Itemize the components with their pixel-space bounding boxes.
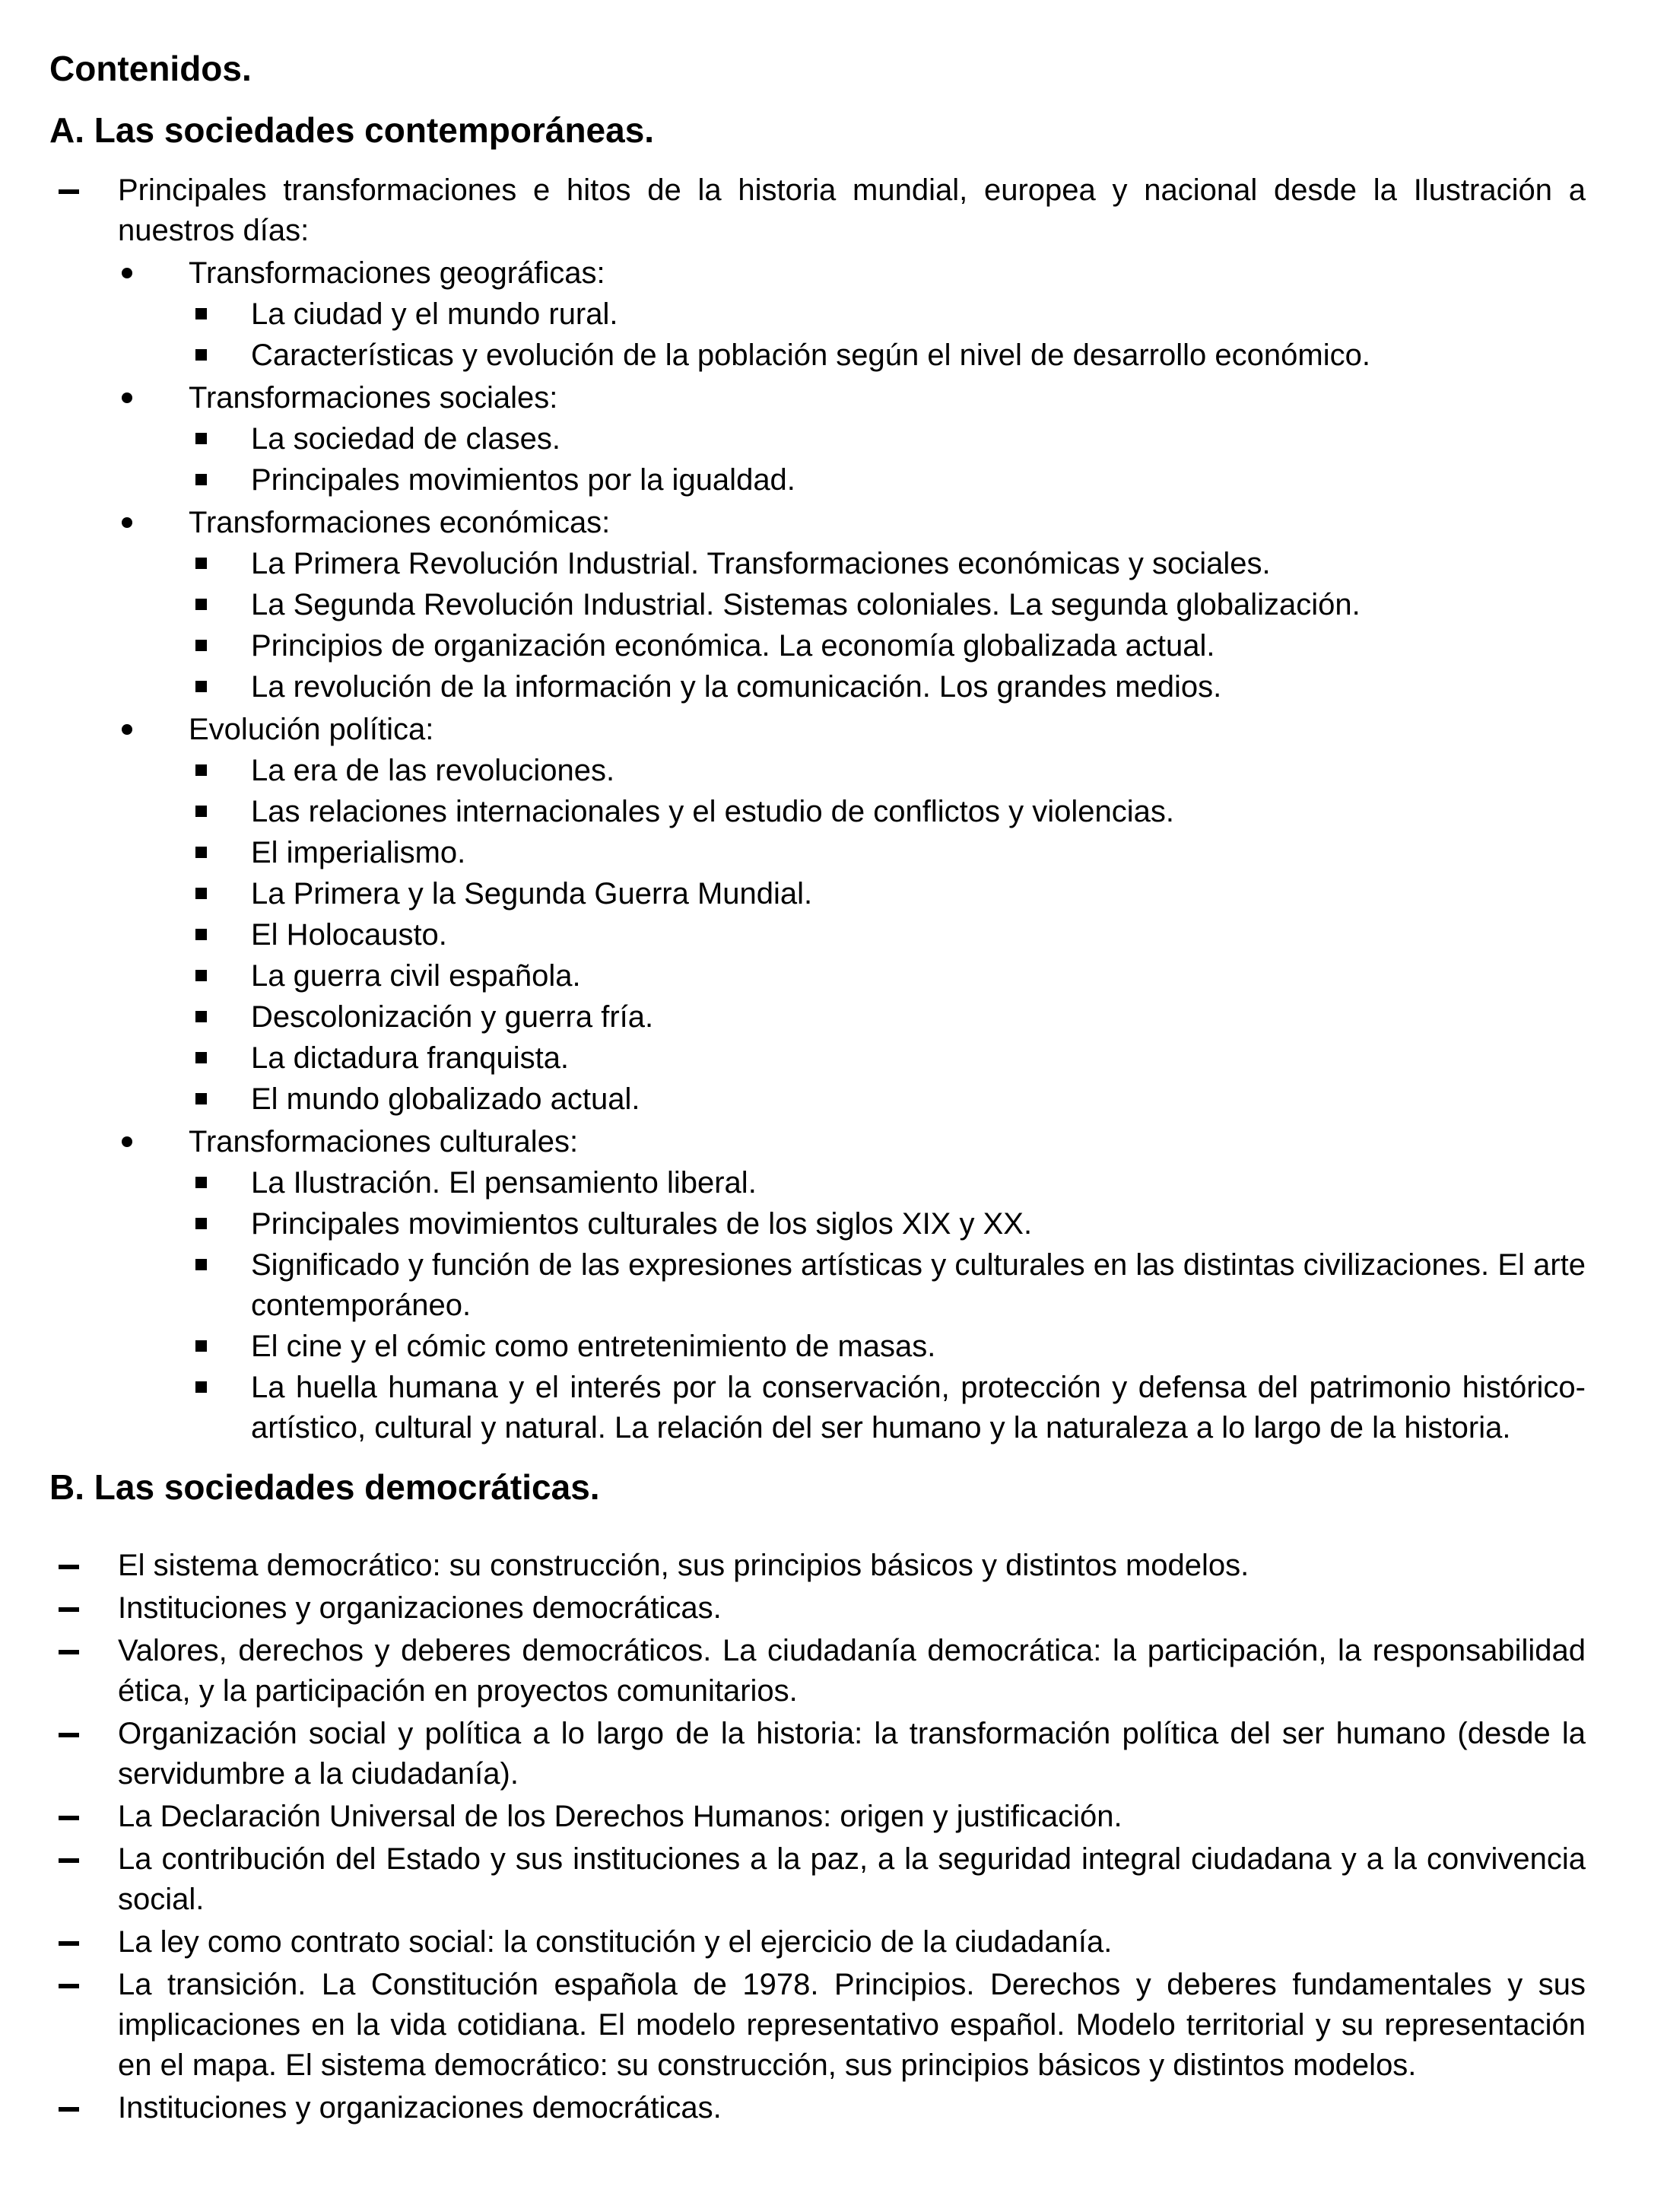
dash-marker-icon xyxy=(59,1941,79,1946)
list-item xyxy=(49,544,1586,584)
square-marker-icon xyxy=(195,681,207,692)
dash-marker-icon xyxy=(59,1816,79,1820)
square-marker-icon xyxy=(195,474,207,485)
bullet-marker-icon xyxy=(122,393,132,403)
list-item xyxy=(49,1546,1586,1586)
list-item-text: El sistema democrático: su construcción, sus principios básicos y distintos modelos. xyxy=(118,1549,1249,1582)
list-item xyxy=(49,1588,1586,1629)
dash-marker-icon xyxy=(59,189,79,194)
list-item-text: Instituciones y organizaciones democráticas. xyxy=(118,1591,722,1625)
list-item xyxy=(49,751,1586,791)
list-item-text: Instituciones y organizaciones democráticas. xyxy=(118,2091,722,2125)
list-item xyxy=(49,170,1586,251)
square-marker-icon xyxy=(195,640,207,651)
list-item-text: Principales movimientos por la igualdad. xyxy=(251,463,795,497)
list-item-text: Transformaciones económicas: xyxy=(189,506,611,539)
list-item-text: El Holocausto. xyxy=(251,918,447,952)
section-a-item-list xyxy=(49,170,1586,1448)
list-item xyxy=(49,1245,1586,1326)
list-item-text: La Primera y la Segunda Guerra Mundial. xyxy=(251,877,813,911)
dash-marker-icon xyxy=(59,1607,79,1612)
bullet-marker-icon xyxy=(122,1136,132,1147)
list-item-text: La Segunda Revolución Industrial. Sistemas coloniales. La segunda globalización. xyxy=(251,588,1361,621)
square-marker-icon xyxy=(195,1340,207,1352)
list-item-text: Principales movimientos culturales de los siglos XIX y XX. xyxy=(251,1207,1033,1241)
square-marker-icon xyxy=(195,764,207,776)
square-marker-icon xyxy=(195,1381,207,1393)
list-item-text: La Declaración Universal de los Derechos Humanos: origen y justificación. xyxy=(118,1800,1122,1833)
list-item-text: Transformaciones culturales: xyxy=(189,1125,579,1158)
list-item xyxy=(49,1714,1586,1794)
list-item-text: El imperialismo. xyxy=(251,836,466,869)
bullet-marker-icon xyxy=(122,724,132,735)
list-item xyxy=(49,2088,1586,2128)
square-marker-icon xyxy=(195,599,207,610)
list-item-text: La ley como contrato social: la constitución y el ejercicio de la ciudadanía. xyxy=(118,1925,1113,1959)
list-item-text: Principios de organización económica. La economía globalizada actual. xyxy=(251,629,1215,663)
list-item-text: Principales transformaciones e hitos de la historia mundial, europea y nacional desde la Ilustración a nuestros días: xyxy=(118,173,1586,247)
bullet-marker-icon xyxy=(122,517,132,528)
list-item-text: La huella humana y el interés por la conservación, protección y defensa del patrimonio histórico-artístico, cultural y natural. La relación del ser humano y la naturaleza a lo largo de la historia. xyxy=(251,1371,1586,1444)
list-item-text: La Ilustración. El pensamiento liberal. xyxy=(251,1166,757,1200)
list-item xyxy=(49,956,1586,996)
list-item-text: La Primera Revolución Industrial. Transformaciones económicas y sociales. xyxy=(251,547,1271,580)
list-item xyxy=(49,585,1586,625)
list-item xyxy=(49,419,1586,459)
square-marker-icon xyxy=(195,1218,207,1229)
list-item xyxy=(49,833,1586,873)
list-item xyxy=(49,378,1586,418)
section-b-item-list xyxy=(49,1546,1586,2128)
dash-marker-icon xyxy=(59,1565,79,1569)
list-item xyxy=(49,997,1586,1038)
square-marker-icon xyxy=(195,1177,207,1188)
list-item-text: La contribución del Estado y sus instituciones a la paz, a la seguridad integral ciudadana y a la convivencia social. xyxy=(118,1842,1586,1916)
page-title: Contenidos. xyxy=(49,49,252,88)
list-item xyxy=(49,626,1586,666)
list-item xyxy=(49,253,1586,294)
list-item-text: La ciudad y el mundo rural. xyxy=(251,297,618,331)
square-marker-icon xyxy=(195,806,207,817)
list-item xyxy=(49,1631,1586,1711)
list-item xyxy=(49,1922,1586,1963)
list-item-text: La transición. La Constitución española de 1978. Principios. Derechos y deberes fundamentales y sus implicaciones en la vida cotidiana. El modelo representativo español. Modelo territorial y su representación en el mapa. El sistema democrático: su construcción, sus principios básicos y distintos modelos. xyxy=(118,1968,1586,2082)
square-marker-icon xyxy=(195,929,207,940)
list-item-text: La era de las revoluciones. xyxy=(251,754,615,787)
list-item xyxy=(49,792,1586,832)
list-item xyxy=(49,1797,1586,1837)
list-item-text: La revolución de la información y la comunicación. Los grandes medios. xyxy=(251,670,1222,704)
list-item-text: Las relaciones internacionales y el estudio de conflictos y violencias. xyxy=(251,795,1175,828)
list-item xyxy=(49,503,1586,543)
list-item xyxy=(49,1368,1586,1448)
list-item-text: Organización social y política a lo largo de la historia: la transformación política del ser humano (desde la servidumbre a la ciudadanía). xyxy=(118,1717,1586,1791)
square-marker-icon xyxy=(195,970,207,981)
list-item-text: Evolución política: xyxy=(189,713,434,746)
list-item-text: El cine y el cómic como entretenimiento de masas. xyxy=(251,1330,936,1363)
list-item-text: Significado y función de las expresiones artísticas y culturales en las distintas civilizaciones. El arte contemporáneo. xyxy=(251,1248,1586,1322)
list-item-text: La guerra civil española. xyxy=(251,959,581,993)
dash-marker-icon xyxy=(59,1650,79,1654)
section-contemporary-societies xyxy=(49,110,1586,1448)
square-marker-icon xyxy=(195,1259,207,1270)
list-item xyxy=(49,1122,1586,1162)
list-item-text: La dictadura franquista. xyxy=(251,1041,570,1075)
square-marker-icon xyxy=(195,349,207,361)
section-democratic-societies xyxy=(49,1467,1586,2128)
dash-marker-icon xyxy=(59,1858,79,1863)
list-item-text: Transformaciones sociales: xyxy=(189,381,558,415)
square-marker-icon xyxy=(195,558,207,569)
dash-marker-icon xyxy=(59,2107,79,2112)
list-item-text: Características y evolución de la población según el nivel de desarrollo económico. xyxy=(251,338,1370,372)
square-marker-icon xyxy=(195,1011,207,1022)
list-item xyxy=(49,667,1586,707)
section-a-heading: A. Las sociedades contemporáneas. xyxy=(49,110,655,150)
list-item xyxy=(49,1204,1586,1244)
list-item-text: Transformaciones geográficas: xyxy=(189,256,605,290)
list-item xyxy=(49,1839,1586,1920)
bullet-marker-icon xyxy=(122,268,132,278)
dash-marker-icon xyxy=(59,1733,79,1737)
list-item-text: El mundo globalizado actual. xyxy=(251,1082,640,1116)
square-marker-icon xyxy=(195,847,207,858)
list-item xyxy=(49,710,1586,750)
list-item xyxy=(49,294,1586,335)
square-marker-icon xyxy=(195,308,207,319)
square-marker-icon xyxy=(195,433,207,444)
section-b-heading: B. Las sociedades democráticas. xyxy=(49,1467,600,1507)
list-item-text: Descolonización y guerra fría. xyxy=(251,1000,654,1034)
list-item-text: La sociedad de clases. xyxy=(251,422,560,456)
list-item xyxy=(49,874,1586,914)
square-marker-icon xyxy=(195,1052,207,1063)
list-item xyxy=(49,460,1586,501)
square-marker-icon xyxy=(195,888,207,899)
square-marker-icon xyxy=(195,1093,207,1104)
list-item xyxy=(49,1163,1586,1203)
list-item xyxy=(49,1038,1586,1079)
list-item xyxy=(49,1327,1586,1367)
list-item xyxy=(49,1965,1586,2086)
dash-marker-icon xyxy=(59,1984,79,1988)
list-item xyxy=(49,335,1586,376)
list-item xyxy=(49,1079,1586,1120)
list-item xyxy=(49,915,1586,955)
list-item-text: Valores, derechos y deberes democráticos. La ciudadanía democrática: la participación, la responsabilidad ética, y la participación en proyectos comunitarios. xyxy=(118,1634,1586,1708)
